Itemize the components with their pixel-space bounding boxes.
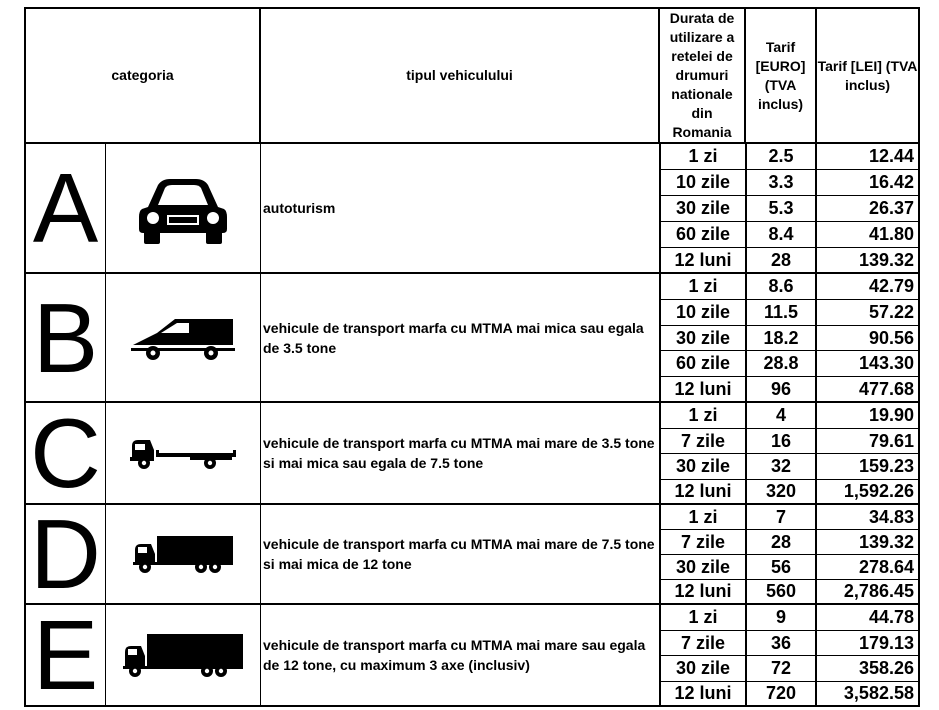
euro-cell: 18.2: [747, 326, 817, 351]
euro-cell: 5.3: [747, 196, 817, 222]
lei-cell: 12.44: [817, 144, 920, 170]
euro-cell: 3.3: [747, 170, 817, 196]
euro-cell: 8.4: [747, 222, 817, 248]
duration-cell: 30 zile: [660, 656, 747, 682]
lei-cell: 90.56: [817, 326, 920, 351]
duration-cell: 10 zile: [660, 300, 747, 326]
euro-cell: 32: [747, 454, 817, 480]
vehicle-type-description: autoturism: [261, 144, 660, 274]
duration-cell: 60 zile: [660, 222, 747, 248]
van-icon: [131, 315, 235, 361]
heavy-truck-icon: [123, 632, 243, 678]
duration-cell: 7 zile: [660, 631, 747, 656]
duration-cell: 12 luni: [660, 377, 747, 403]
car-icon: [138, 171, 228, 245]
category-letter: A: [24, 144, 106, 274]
category-letter: B: [24, 274, 106, 403]
duration-cell: 1 zi: [660, 144, 747, 170]
duration-cell: 1 zi: [660, 505, 747, 530]
euro-cell: 72: [747, 656, 817, 682]
lei-cell: 26.37: [817, 196, 920, 222]
euro-cell: 56: [747, 555, 817, 580]
lei-cell: 139.32: [817, 248, 920, 274]
lei-cell: 42.79: [817, 274, 920, 300]
duration-cell: 12 luni: [660, 248, 747, 274]
lei-cell: 19.90: [817, 403, 920, 429]
euro-cell: 11.5: [747, 300, 817, 326]
duration-cell: 1 zi: [660, 274, 747, 300]
duration-cell: 12 luni: [660, 682, 747, 707]
duration-cell: 12 luni: [660, 580, 747, 605]
header-vehicle-type: tipul vehiculului: [261, 7, 660, 144]
lei-cell: 41.80: [817, 222, 920, 248]
duration-cell: 30 zile: [660, 454, 747, 480]
header-duration: Durata de utilizare a retelei de drumuri nationale din Romania: [660, 7, 746, 144]
category-icon-cell: [106, 274, 261, 403]
lei-cell: 3,582.58: [817, 682, 920, 707]
lei-cell: 79.61: [817, 429, 920, 454]
duration-cell: 10 zile: [660, 170, 747, 196]
lei-cell: 477.68: [817, 377, 920, 403]
vehicle-type-description: vehicule de transport marfa cu MTMA mai mica sau egala de 3.5 tone: [261, 274, 660, 403]
duration-cell: 30 zile: [660, 555, 747, 580]
duration-cell: 7 zile: [660, 530, 747, 555]
category-icon-cell: [106, 144, 261, 274]
vehicle-type-description: vehicule de transport marfa cu MTMA mai mare sau egala de 12 tone, cu maximum 3 axe (inclusiv): [261, 605, 660, 707]
euro-cell: 28: [747, 530, 817, 555]
duration-cell: 1 zi: [660, 403, 747, 429]
euro-cell: 320: [747, 480, 817, 505]
lei-cell: 57.22: [817, 300, 920, 326]
lei-cell: 179.13: [817, 631, 920, 656]
duration-cell: 30 zile: [660, 196, 747, 222]
vehicle-type-description: vehicule de transport marfa cu MTMA mai mare de 7.5 tone si mai mica de 12 tone: [261, 505, 660, 605]
duration-cell: 1 zi: [660, 605, 747, 631]
euro-cell: 8.6: [747, 274, 817, 300]
lei-cell: 1,592.26: [817, 480, 920, 505]
euro-cell: 2.5: [747, 144, 817, 170]
duration-cell: 7 zile: [660, 429, 747, 454]
euro-cell: 9: [747, 605, 817, 631]
category-icon-cell: [106, 505, 261, 605]
euro-cell: 720: [747, 682, 817, 707]
duration-cell: 60 zile: [660, 351, 747, 377]
lei-cell: 278.64: [817, 555, 920, 580]
duration-cell: 30 zile: [660, 326, 747, 351]
header-category: categoria: [24, 7, 261, 144]
category-icon-cell: [106, 403, 261, 505]
header-tariff-euro: Tarif [EURO] (TVA inclus): [746, 7, 817, 144]
lei-cell: 143.30: [817, 351, 920, 377]
euro-cell: 28.8: [747, 351, 817, 377]
euro-cell: 7: [747, 505, 817, 530]
euro-cell: 4: [747, 403, 817, 429]
lei-cell: 2,786.45: [817, 580, 920, 605]
lei-cell: 358.26: [817, 656, 920, 682]
euro-cell: 96: [747, 377, 817, 403]
vehicle-type-description: vehicule de transport marfa cu MTMA mai mare de 3.5 tone si mai mica sau egala de 7.5 tone: [261, 403, 660, 505]
category-letter: E: [24, 605, 106, 707]
header-tariff-lei: Tarif [LEI] (TVA inclus): [817, 7, 920, 144]
euro-cell: 16: [747, 429, 817, 454]
euro-cell: 36: [747, 631, 817, 656]
duration-cell: 12 luni: [660, 480, 747, 505]
lei-cell: 139.32: [817, 530, 920, 555]
lei-cell: 44.78: [817, 605, 920, 631]
lei-cell: 159.23: [817, 454, 920, 480]
tariff-table: [24, 7, 920, 710]
euro-cell: 560: [747, 580, 817, 605]
euro-cell: 28: [747, 248, 817, 274]
flatbed-truck-icon: [130, 436, 236, 470]
category-letter: D: [24, 505, 106, 605]
lei-cell: 34.83: [817, 505, 920, 530]
category-icon-cell: [106, 605, 261, 707]
lei-cell: 16.42: [817, 170, 920, 196]
category-letter: C: [24, 403, 106, 505]
box-truck-icon: [133, 534, 233, 574]
